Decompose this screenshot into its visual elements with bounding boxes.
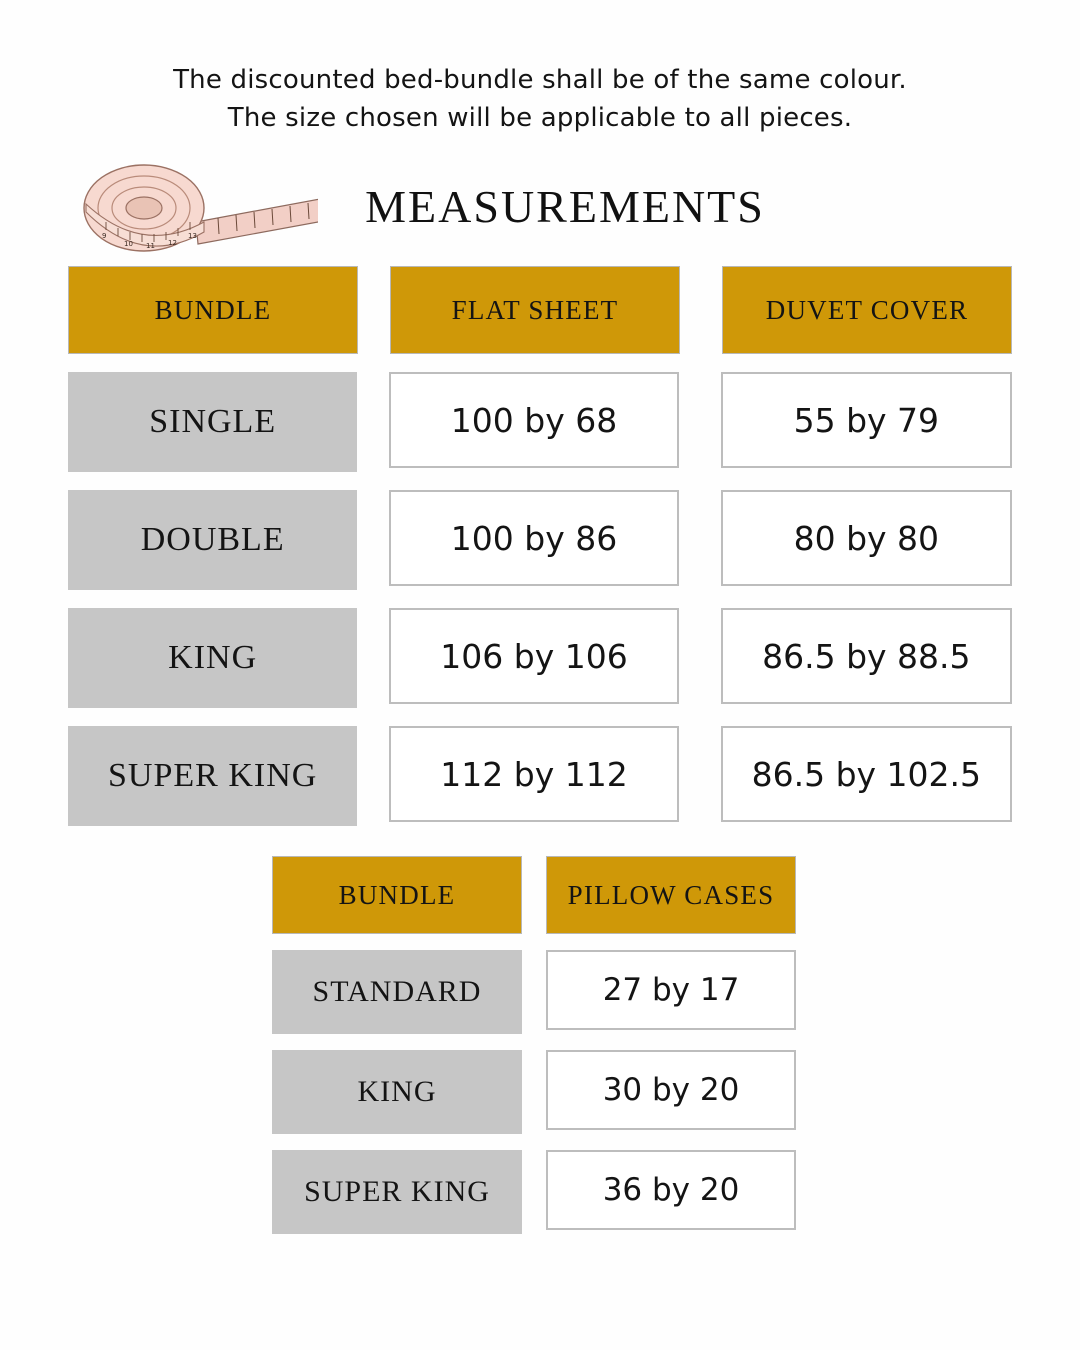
row-label-king-pillow: KING bbox=[272, 1050, 522, 1134]
table-row bbox=[272, 950, 796, 1034]
cell-standard-pillow-cases: 27 by 17 bbox=[546, 950, 796, 1030]
pillow-header-row bbox=[272, 856, 796, 934]
header-pillow-cases: PILLOW CASES bbox=[546, 856, 796, 934]
cell-single-flat-sheet: 100 by 68 bbox=[389, 372, 678, 468]
intro-note-line-1: The discounted bed-bundle shall be of the same colour. bbox=[173, 65, 907, 95]
cell-super-king-flat-sheet: 112 by 112 bbox=[389, 726, 678, 822]
table-row bbox=[68, 490, 1012, 590]
tape-measure-icon bbox=[78, 160, 318, 265]
header-bundle-pillow: BUNDLE bbox=[272, 856, 522, 934]
table-row bbox=[68, 608, 1012, 708]
header-flat-sheet: FLAT SHEET bbox=[390, 266, 680, 354]
cell-super-king-pillow-cases: 36 by 20 bbox=[546, 1150, 796, 1230]
svg-text:13: 13 bbox=[188, 232, 197, 240]
cell-super-king-duvet-cover: 86.5 by 102.5 bbox=[721, 726, 1012, 822]
intro-note-line-2: The size chosen will be applicable to all pieces. bbox=[227, 102, 853, 133]
page-title: MEASUREMENTS bbox=[365, 181, 765, 232]
main-measurements-table bbox=[68, 266, 1012, 844]
svg-text:10: 10 bbox=[124, 240, 133, 248]
cell-double-flat-sheet: 100 by 86 bbox=[389, 490, 678, 586]
header-duvet-cover: DUVET COVER bbox=[722, 266, 1012, 354]
table-row bbox=[68, 726, 1012, 826]
cell-king-duvet-cover: 86.5 by 88.5 bbox=[721, 608, 1012, 704]
row-label-super-king-pillow: SUPER KING bbox=[272, 1150, 522, 1234]
table-row bbox=[272, 1150, 796, 1234]
header-bundle: BUNDLE bbox=[68, 266, 358, 354]
row-label-standard: STANDARD bbox=[272, 950, 522, 1034]
table-row bbox=[272, 1050, 796, 1134]
table-row bbox=[68, 372, 1012, 472]
svg-text:12: 12 bbox=[168, 239, 177, 247]
row-label-super-king: SUPER KING bbox=[68, 726, 357, 826]
svg-text:11: 11 bbox=[146, 242, 155, 250]
intro-note bbox=[0, 62, 1080, 137]
cell-double-duvet-cover: 80 by 80 bbox=[721, 490, 1012, 586]
table-header-row bbox=[68, 266, 1012, 354]
cell-single-duvet-cover: 55 by 79 bbox=[721, 372, 1012, 468]
svg-text:9: 9 bbox=[102, 232, 107, 240]
cell-king-flat-sheet: 106 by 106 bbox=[389, 608, 678, 704]
cell-king-pillow-cases: 30 by 20 bbox=[546, 1050, 796, 1130]
row-label-single: SINGLE bbox=[68, 372, 357, 472]
row-label-double: DOUBLE bbox=[68, 490, 357, 590]
pillow-cases-table bbox=[272, 856, 796, 1252]
row-label-king: KING bbox=[68, 608, 357, 708]
